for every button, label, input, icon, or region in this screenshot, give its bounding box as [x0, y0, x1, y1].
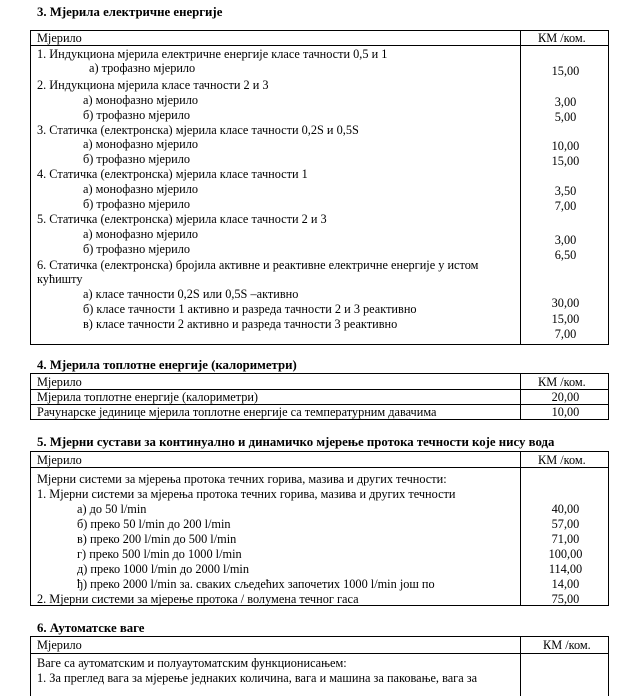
list-item: б) трофазно мјерило [83, 242, 191, 256]
price-value: 15,00 [551, 312, 580, 326]
price-value: 10,00 [551, 405, 580, 419]
section-3-title: 3. Мјерила електричне енергије [37, 5, 223, 19]
price-value: 75,00 [551, 592, 580, 606]
list-item: 1. Индукциона мјерила електричне енергије класе тачности 0,5 и 1 [37, 47, 388, 61]
table-header-price: КМ /ком. [538, 453, 586, 467]
price-value: 14,00 [551, 577, 580, 591]
list-item: б) трофазно мјерило [83, 152, 191, 166]
table-header-item: Мјерило [37, 375, 82, 389]
list-item: д) преко 1000 l/min до 2000 l/min [77, 562, 250, 576]
section-4-table [30, 373, 609, 420]
list-item: б) трофазно мјерило [83, 108, 191, 122]
price-value: 40,00 [551, 502, 580, 516]
price-value: 3,50 [554, 184, 577, 198]
list-item: 5. Статичка (електронска) мјерила класе тачности 2 и 3 [37, 212, 327, 226]
price-value: 57,00 [551, 517, 580, 531]
list-item: 2. Мјерни системи за мјерење протока / волумена течног гаса [37, 592, 359, 606]
table-row-label: Мјерила топлотне енергије (калориметри) [37, 390, 259, 404]
list-item: 4. Статичка (електронска) мјерила класе тачности 1 [37, 167, 308, 181]
price-value: 15,00 [551, 154, 580, 168]
list-item: б) трофазно мјерило [83, 197, 191, 211]
section-5-table [30, 451, 609, 606]
price-value: 71,00 [551, 532, 580, 546]
price-value: 7,00 [554, 327, 577, 341]
list-item: а) монофазно мјерило [83, 137, 199, 151]
price-value: 30,00 [551, 296, 580, 310]
list-item: а) монофазно мјерило [83, 227, 199, 241]
table-row-label: Рачунарске јединице мјерила топлотне енергије са температурним давачима [37, 405, 437, 419]
list-item: Мјерни системи за мјерења протока течних горива, мазива и других течности: [37, 472, 447, 486]
section-3-table [30, 30, 609, 345]
list-item: б) класе тачности 1 активно и разреда тачности 2 и 3 реактивно [83, 302, 417, 316]
price-value: 5,00 [554, 110, 577, 124]
table-header-item: Мјерило [37, 638, 82, 652]
list-item: кућишту [37, 272, 83, 286]
list-item: в) класе тачности 2 активно и разреда тачности 3 реактивно [83, 317, 398, 331]
list-item: 1. Мјерни системи за мјерења протока течних горива, мазива и других течности [37, 487, 456, 501]
list-item: а) монофазно мјерило [83, 93, 199, 107]
list-item: 3. Статичка (електронска) мјерила класе тачности 0,2S и 0,5S [37, 123, 359, 137]
list-item: а) до 50 l/min [77, 502, 147, 516]
list-item: в) преко 200 l/min до 500 l/min [77, 532, 237, 546]
table-header-item: Мјерило [37, 31, 82, 45]
price-value: 20,00 [551, 390, 580, 404]
section-4-title: 4. Мјерила топлотне енергије (калориметри) [37, 358, 297, 372]
price-value: 3,00 [554, 95, 577, 109]
section-5-title: 5. Мјерни сустави за континуално и динамичко мјерење протока течности које нису вода [37, 435, 555, 449]
list-item: а) монофазно мјерило [83, 182, 199, 196]
list-item: Ваге са аутоматским и полуаутоматским функционисањем: [37, 656, 347, 670]
list-item: 1. За преглед вага за мјерење једнаких количина, вага и машина за паковање, вага за [37, 671, 478, 685]
table-header-price: КМ /ком. [538, 31, 586, 45]
table-header-item: Мјерило [37, 453, 82, 467]
price-value: 3,00 [554, 233, 577, 247]
list-item: б) преко 50 l/min до 200 l/min [77, 517, 231, 531]
list-item: г) преко 500 l/min до 1000 l/min [77, 547, 242, 561]
list-item: 2. Индукциона мјерила класе тачности 2 и 3 [37, 78, 269, 92]
price-value: 10,00 [551, 139, 580, 153]
section-6-title: 6. Аутоматске ваге [37, 621, 145, 635]
price-value: 7,00 [554, 199, 577, 213]
list-item: а) трофазно мјерило [89, 61, 196, 75]
price-value: 100,00 [548, 547, 583, 561]
table-header-price: КМ /ком. [543, 638, 591, 652]
price-value: 114,00 [548, 562, 583, 576]
table-header-price: КМ /ком. [538, 375, 586, 389]
price-value: 15,00 [551, 64, 580, 78]
list-item: 6. Статичка (електронска) бројила активне и реактивне електричне енергије у истом [37, 258, 479, 272]
section-6-table [30, 636, 609, 696]
list-item: а) класе тачности 0,2S или 0,5S –активно [83, 287, 299, 301]
list-item: ђ) преко 2000 l/min за. сваких сљедећих започетих 1000 l/min још по [77, 577, 435, 591]
price-value: 6,50 [554, 248, 577, 262]
